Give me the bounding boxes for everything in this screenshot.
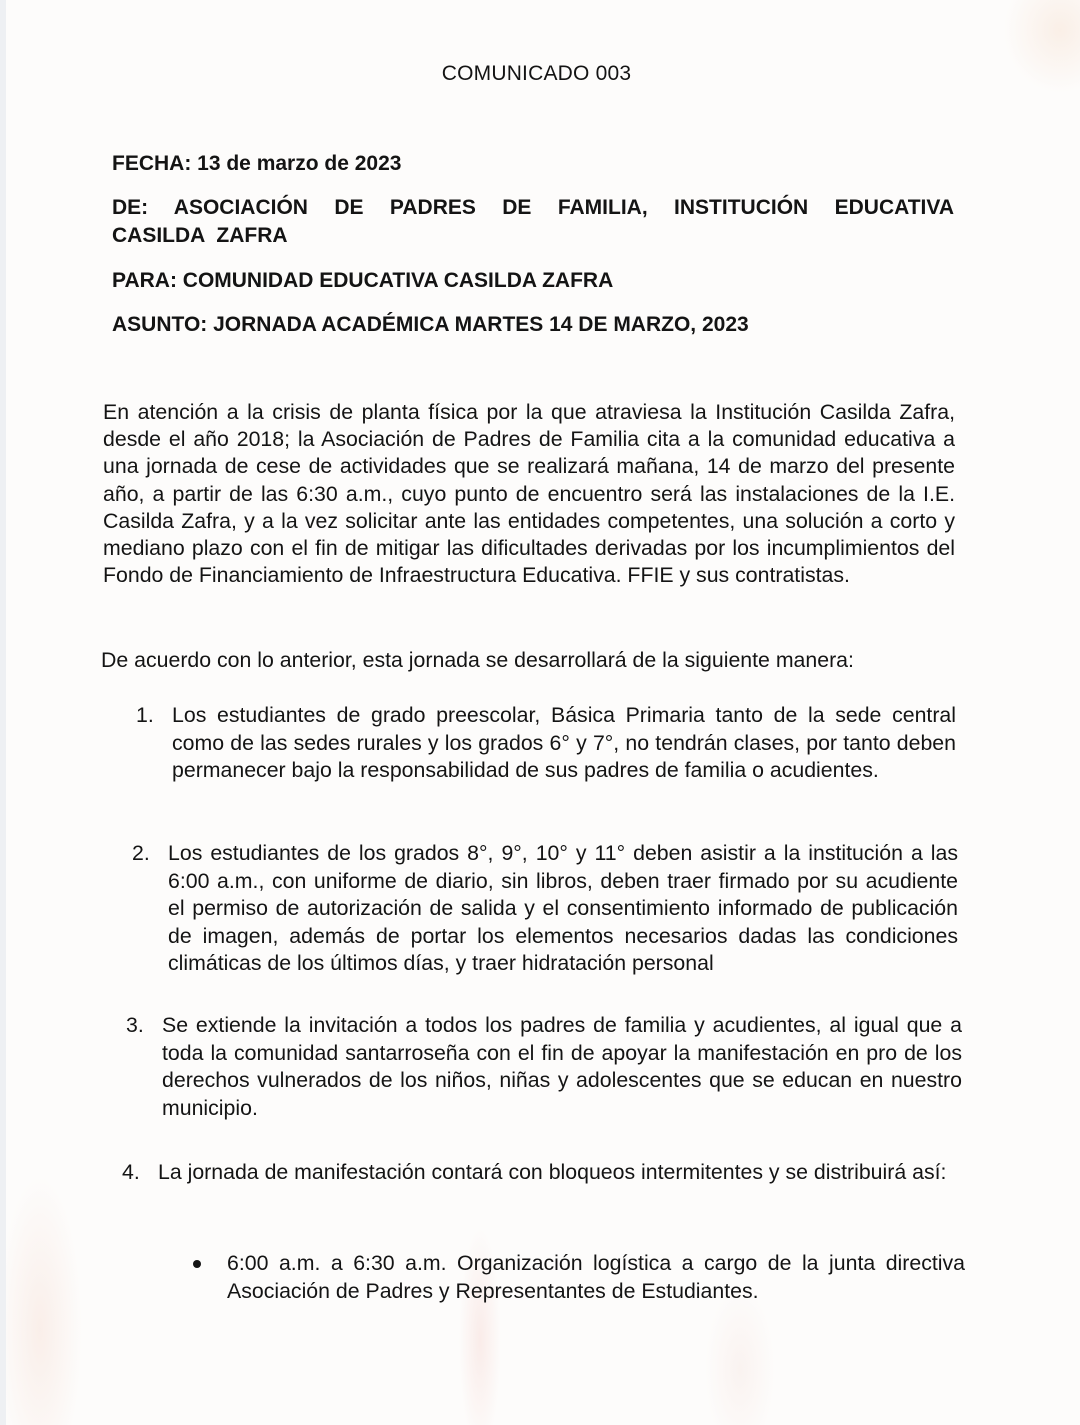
list-item [126,1012,962,1122]
list-item-number: 1. [136,703,154,727]
page-edge [0,0,6,1425]
list-item-text: La jornada de manifestación contará con bloqueos intermitentes y se distribuirá así: [158,1160,947,1184]
header-para: PARA: COMUNIDAD EDUCATIVA CASILDA ZAFRA [112,269,614,292]
list-item-text: Se extiende la invitación a todos los padres de familia y acudientes, al igual que a toda la comunidad santarroseña con el fin de apoyar la manifestación en pro de los derechos vulnerados de los niños, niñas y adolescentes que se educan en nuestro municipio. [162,1013,962,1120]
body-paragraph: En atención a la crisis de planta física por la que atraviesa la Institución Casilda Zafra, desde el año 2018; la Asociación de Padres de Familia cita a la comunidad educativa a una jornada de cese de actividades que se realizará mañana, 14 de marzo del presente año, a partir de las 6:30 a.m., cuyo punto de encuentro será las instalaciones de la I.E. Casilda Zafra, y a la vez solicitar ante las entidades competentes, una solución a corto y mediano plazo con el fin de mitigar las dificultades derivadas por los incumplimientos del Fondo de Financiamiento de Infraestructura Educativa. FFIE y sus contratistas. [103,400,955,588]
list-item [136,702,956,785]
list-item-number: 2. [132,841,150,865]
list-item-number: 4. [122,1160,140,1184]
schedule-item-text: 6:00 a.m. a 6:30 a.m. Organización logística a cargo de la junta directiva Asociación de Padres y Representantes de Estudiantes. [227,1251,965,1303]
header-de: DE: ASOCIACIÓN DE PADRES DE FAMILIA, INSTITUCIÓN EDUCATIVA CASILDA ZAFRA [112,196,954,247]
list-item-text: Los estudiantes de grado preescolar, Básica Primaria tanto de la sede central como de las sedes rurales y los grados 6° y 7°, no tendrán clases, por tanto deben permanecer bajo la responsabilidad de sus padres de familia o acudientes. [172,703,956,783]
list-intro: De acuerdo con lo anterior, esta jornada se desarrollará de la siguiente manera: [101,648,854,672]
bullet-icon [193,1260,201,1268]
schedule-item [227,1249,965,1305]
header-asunto: ASUNTO: JORNADA ACADÉMICA MARTES 14 DE MARZO, 2023 [112,313,749,336]
list-item [122,1159,964,1187]
header-fecha: FECHA: 13 de marzo de 2023 [112,152,402,175]
list-item [132,840,958,978]
list-item-text: Los estudiantes de los grados 8°, 9°, 10° y 11° deben asistir a la institución a las 6:00 a.m., con uniforme de diario, sin libros, deben traer firmado por su acudiente el permiso de autorización de salida y el consentimiento informado de publicación de imagen, además de portar los elementos necesarios dadas las condiciones climáticas de los últimos días, y traer hidratación personal [168,841,958,976]
list-item-number: 3. [126,1013,144,1037]
document-title: COMUNICADO 003 [441,62,632,85]
